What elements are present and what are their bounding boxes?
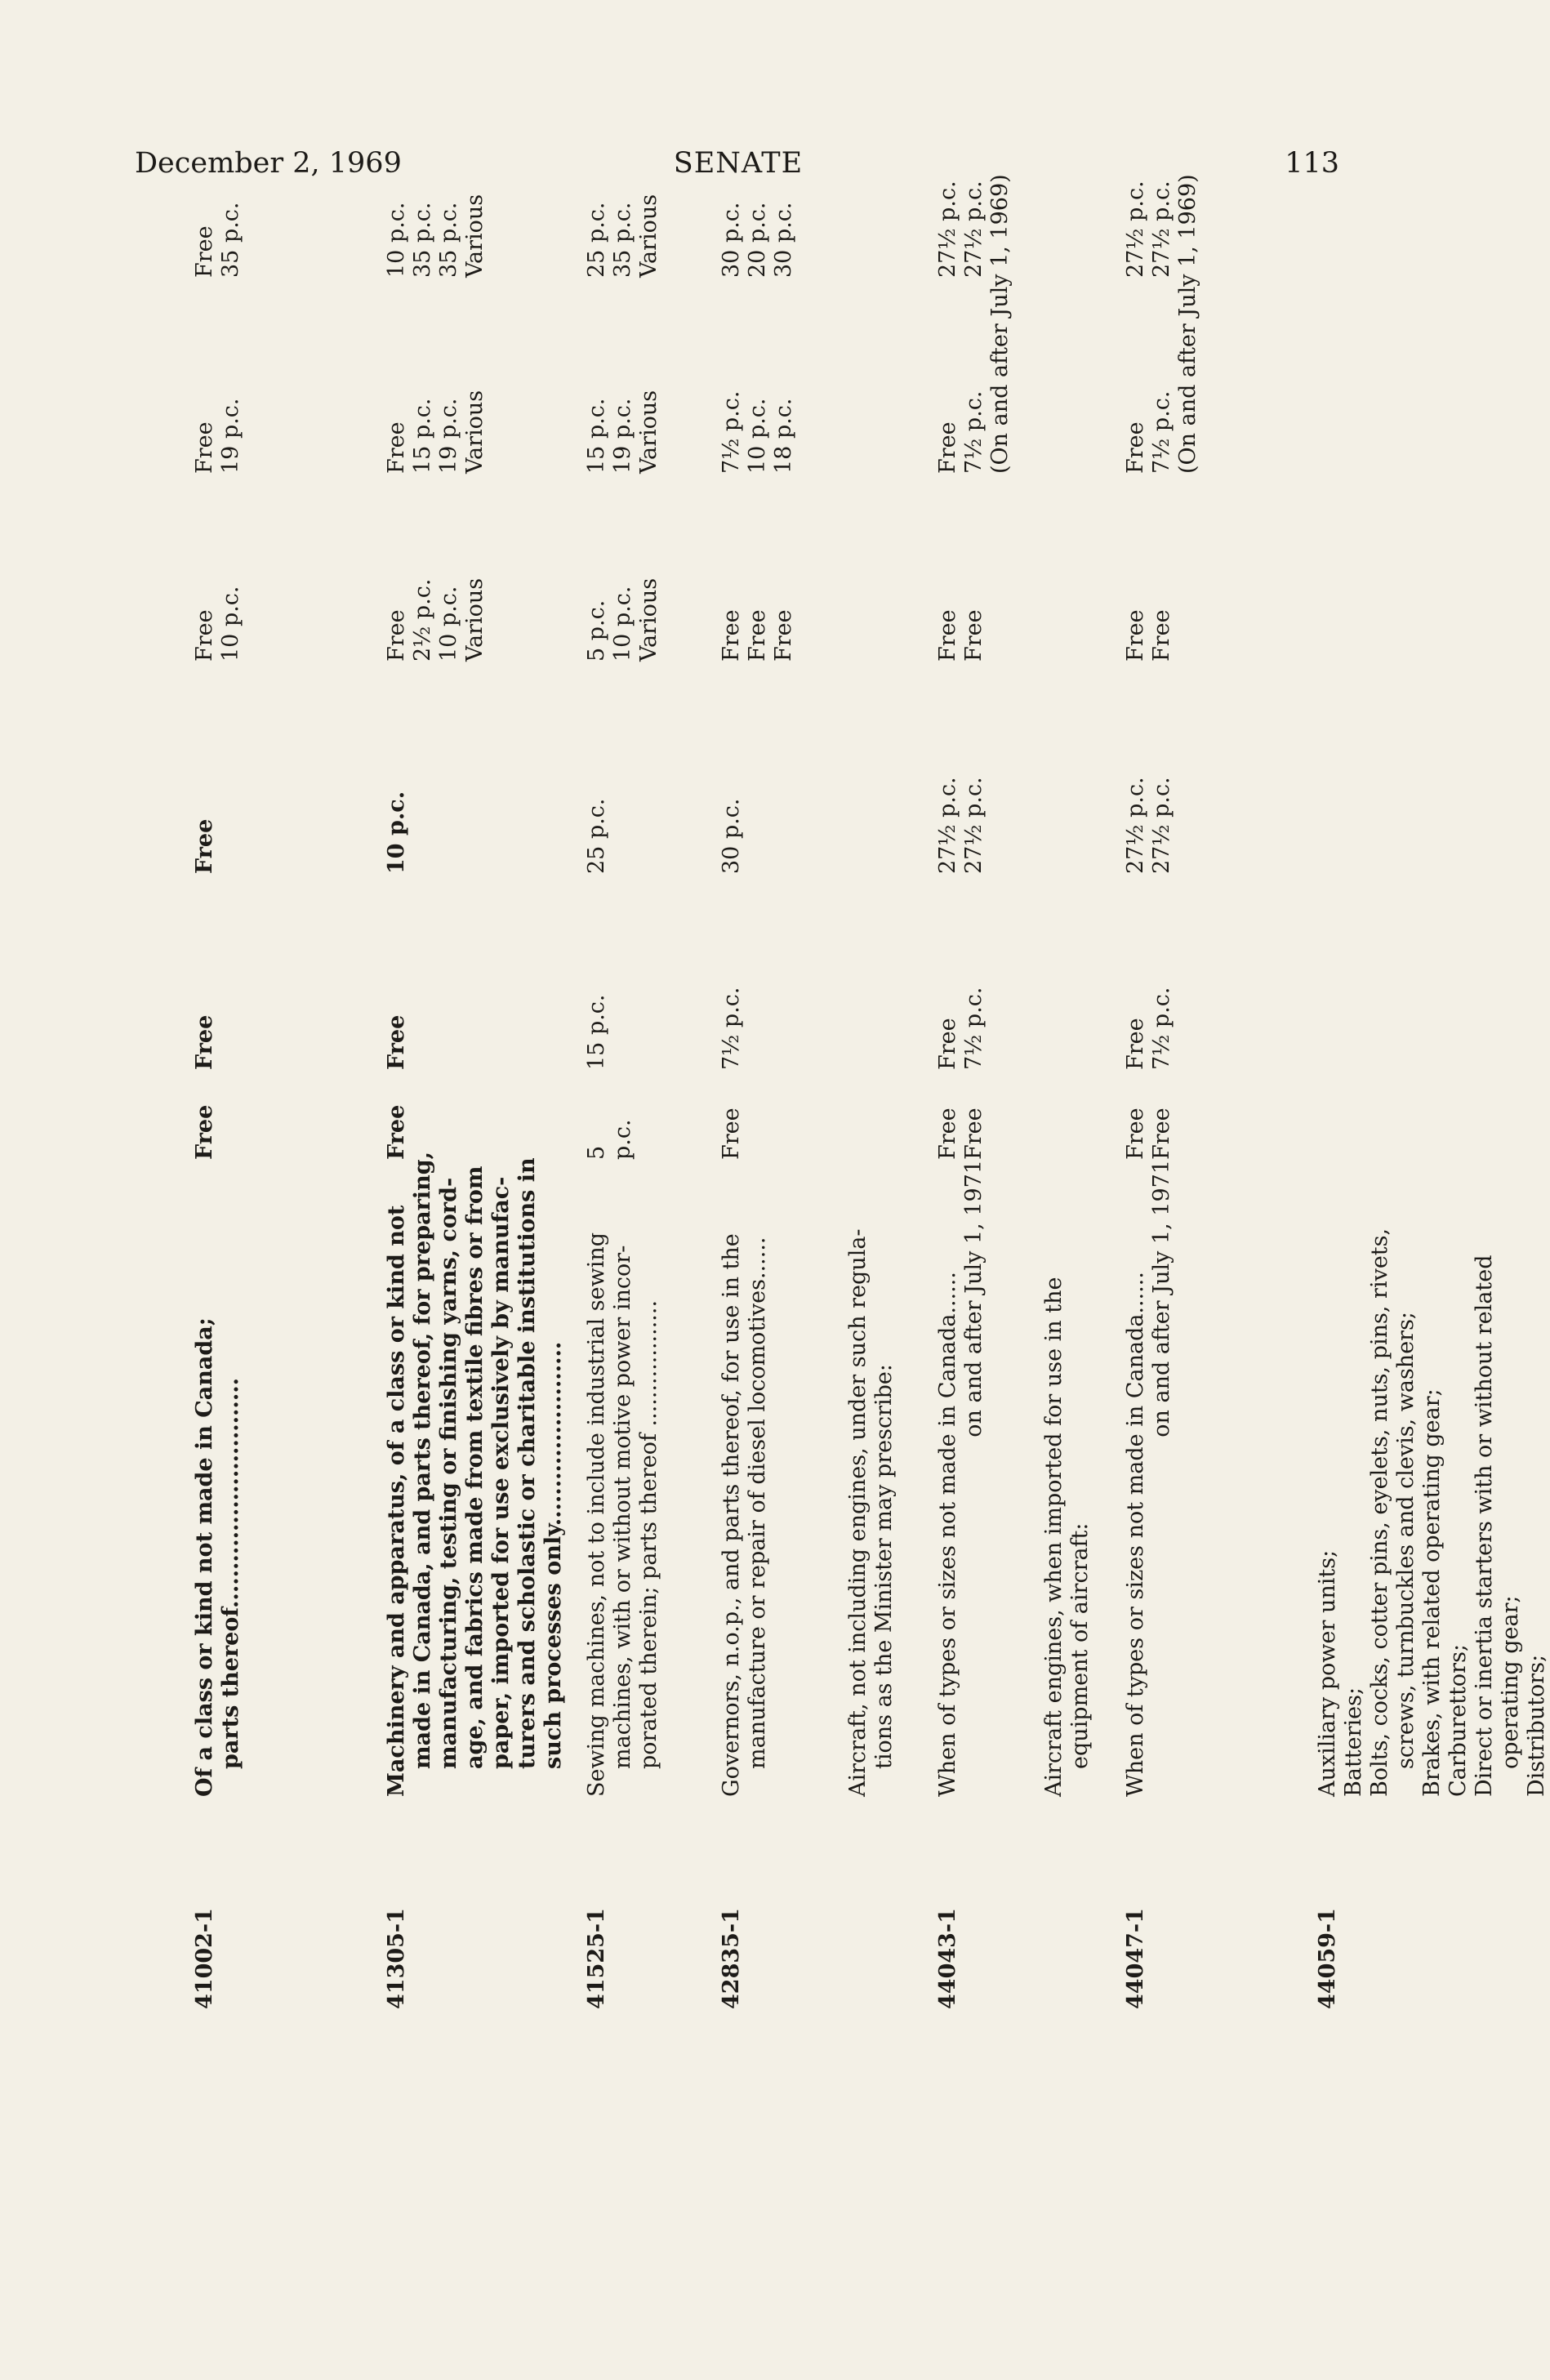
description-line: on and after July 1, 1971 <box>961 1160 987 1437</box>
rate-cell <box>1123 474 1175 662</box>
description-line: turers and scholastic or charitable institutions in <box>514 1157 540 1769</box>
rate-value: 27½ p.c. <box>961 181 987 278</box>
description-line: Direct or inertia starters with or without related <box>1472 1255 1497 1797</box>
rate-cell <box>192 90 244 278</box>
rate-cell <box>192 686 218 874</box>
rate-value: 25 p.c. <box>584 798 609 874</box>
rate-cell <box>384 686 410 874</box>
description-line: parts thereof.............................. <box>218 1377 243 1769</box>
rate-value: 25 p.c. <box>584 202 609 278</box>
rate-value: Free <box>384 1104 409 1160</box>
rate-value: Free <box>961 1108 987 1160</box>
rate-value: Free <box>719 1108 744 1160</box>
rate-value: Free <box>1149 609 1174 662</box>
rate-value: Free <box>192 1014 217 1070</box>
tariff-item-description <box>719 1160 771 1797</box>
rate-cell <box>1123 686 1175 874</box>
rate-value: Free <box>745 609 770 662</box>
description-line: operating gear; <box>1498 1595 1523 1769</box>
rate-value: Free <box>935 1108 960 1160</box>
rate-value: 15 p.c. <box>410 398 435 474</box>
rate-note: (On and after July 1, 1969) <box>987 174 1013 474</box>
rate-value: 7½ p.c. <box>719 987 744 1070</box>
rate-value: 10 p.c. <box>218 586 243 662</box>
tariff-item-code: 41305-1 <box>384 1908 409 2009</box>
rate-cell <box>719 1103 745 1160</box>
description-line: Of a class or kind not made in Canada; <box>192 1317 217 1797</box>
header-title: SENATE <box>673 147 804 180</box>
rate-value: 30 p.c. <box>719 202 744 278</box>
description-line: Bolts, cocks, cotter pins, eyelets, nuts, pins, rivets, <box>1367 1228 1392 1797</box>
description-line: Governors, n.o.p., and parts thereof, for use in the <box>719 1233 744 1797</box>
tariff-item-description <box>935 1160 987 1797</box>
rate-value: Free <box>719 609 744 662</box>
tariff-item-description <box>1315 1160 1550 1797</box>
rate-cell <box>935 1103 987 1160</box>
rate-value: 10 p.c. <box>610 586 635 662</box>
rate-value: 27½ p.c. <box>1149 777 1174 874</box>
rate-value: 5 p.c. <box>584 1119 635 1160</box>
description-line: equipment of aircraft: <box>1067 1522 1093 1769</box>
rate-value: 35 p.c. <box>436 202 461 278</box>
description-line: manufacture or repair of diesel locomotives...... <box>745 1237 770 1769</box>
description-line: Sewing machines, not to include industrial sewing <box>584 1232 609 1797</box>
rate-cell <box>192 474 244 662</box>
rate-cell <box>935 286 987 474</box>
description-line: Machinery and apparatus, of a class or kind not <box>384 1205 409 1797</box>
rate-cell <box>584 686 610 874</box>
rate-cell <box>1123 882 1175 1070</box>
rate-value: 27½ p.c. <box>935 181 960 278</box>
rate-value: Free <box>384 609 409 662</box>
rate-cell <box>719 286 797 474</box>
rate-value: 27½ p.c. <box>1149 181 1174 278</box>
header-date: December 2, 1969 <box>135 147 402 180</box>
rate-value: Various <box>636 390 661 474</box>
description-line: on and after July 1, 1971 <box>1149 1160 1174 1437</box>
tariff-item-description <box>192 1160 244 1797</box>
description-line: porated therein; parts thereof .................. <box>636 1299 661 1769</box>
rate-value: 35 p.c. <box>610 202 635 278</box>
rate-value: Free <box>935 1018 960 1070</box>
rate-value: 7½ p.c. <box>719 390 744 474</box>
tariff-item-description <box>584 1160 662 1797</box>
rate-value: 10 p.c. <box>384 791 409 874</box>
rate-value: 7½ p.c. <box>961 390 987 474</box>
description-line: Aircraft engines, when imported for use in the <box>1041 1277 1067 1797</box>
rate-value: 30 p.c. <box>771 202 796 278</box>
rate-value: Free <box>384 421 409 474</box>
rate-value: 19 p.c. <box>610 398 635 474</box>
rate-cell <box>384 1103 410 1160</box>
rate-value: 10 p.c. <box>436 586 461 662</box>
rate-value: 30 p.c. <box>719 798 744 874</box>
rate-value: Free <box>192 609 217 662</box>
tariff-table <box>114 174 1549 2009</box>
description-line: When of types or sizes not made in Canada...... <box>935 1272 960 1797</box>
description-line: Aircraft, not including engines, under such regula- <box>845 1228 871 1797</box>
rate-value: 19 p.c. <box>436 398 461 474</box>
description-line: Distributors; <box>1524 1654 1549 1797</box>
rate-value: Free <box>192 225 217 278</box>
tariff-item-code: 41002-1 <box>192 1908 217 2009</box>
rate-value: 27½ p.c. <box>935 777 960 874</box>
description-line: screws, turnbuckles and clevis, washers; <box>1393 1311 1419 1769</box>
rate-cell <box>1123 90 1175 278</box>
rate-value: 7½ p.c. <box>961 987 987 1070</box>
rate-cell <box>384 90 488 278</box>
page-number: 113 <box>1285 147 1339 180</box>
rate-value: Free <box>1123 1018 1148 1070</box>
rate-value: Free <box>935 609 960 662</box>
rate-value: Free <box>771 609 796 662</box>
rate-value: Free <box>192 818 217 874</box>
rate-value: 5 p.c. <box>584 599 609 662</box>
tariff-item-code: 41525-1 <box>584 1908 609 2009</box>
tariff-item-code: 44047-1 <box>1123 1908 1148 2009</box>
rate-cell <box>935 882 987 1070</box>
rate-cell <box>384 474 488 662</box>
rate-cell <box>719 882 745 1070</box>
rate-value: 27½ p.c. <box>1123 181 1148 278</box>
tariff-item-description <box>1123 1160 1175 1797</box>
tariff-item-code: 44059-1 <box>1315 1908 1340 2009</box>
rate-value: 35 p.c. <box>410 202 435 278</box>
rate-value: 27½ p.c. <box>1123 777 1148 874</box>
rate-value: Free <box>935 421 960 474</box>
rate-cell <box>935 90 987 278</box>
description-line: Auxiliary power units; <box>1315 1549 1340 1797</box>
rate-cell <box>584 882 610 1070</box>
description-line: Brakes, with related operating gear; <box>1419 1388 1445 1797</box>
description-line: tions as the Minister may prescribe: <box>871 1364 897 1769</box>
tariff-item-description <box>384 1152 567 1797</box>
description-line: Carburettors; <box>1445 1643 1471 1797</box>
rate-value: Various <box>636 194 661 278</box>
rate-cell <box>1123 286 1175 474</box>
rate-value: 15 p.c. <box>584 398 609 474</box>
tariff-item-description <box>1041 1160 1093 1797</box>
rate-value: Free <box>1123 609 1148 662</box>
tariff-item-code: 42835-1 <box>719 1908 744 2009</box>
rate-cell <box>584 286 662 474</box>
rate-value: Various <box>462 577 488 662</box>
rate-value: 19 p.c. <box>218 398 243 474</box>
rate-cell <box>584 90 662 278</box>
rate-cell <box>192 882 218 1070</box>
rate-value: Various <box>462 390 488 474</box>
rate-cell <box>719 686 745 874</box>
rate-value: Free <box>961 609 987 662</box>
rate-value: 7½ p.c. <box>1149 987 1174 1070</box>
rate-cell <box>719 90 797 278</box>
rate-value: Various <box>636 577 661 662</box>
description-line: made in Canada, and parts thereof, for preparing, <box>410 1152 435 1769</box>
description-line: When of types or sizes not made in Canada...... <box>1123 1272 1148 1797</box>
rate-value: Free <box>192 421 217 474</box>
rate-value: Free <box>384 1014 409 1070</box>
rate-cell <box>1123 1103 1175 1160</box>
rate-value: 20 p.c. <box>745 202 770 278</box>
rate-note: (On and after July 1, 1969) <box>1175 174 1200 474</box>
rate-cell <box>935 686 987 874</box>
rate-value: 2½ p.c. <box>410 578 435 662</box>
rate-cell <box>192 1103 218 1160</box>
rate-value: 10 p.c. <box>745 398 770 474</box>
description-line: such processes only........................ <box>541 1341 566 1769</box>
description-line: Batteries; <box>1341 1687 1366 1797</box>
rate-value: 18 p.c. <box>771 398 796 474</box>
rate-value: 27½ p.c. <box>961 777 987 874</box>
description-line: manufacturing, testing or finishing yarns, cord- <box>436 1177 461 1769</box>
rate-value: 7½ p.c. <box>1149 390 1174 474</box>
rate-cell <box>935 474 987 662</box>
rate-value: Free <box>192 1104 217 1160</box>
description-line: paper, imported for use exclusively by manufac- <box>488 1176 514 1769</box>
rate-value: Free <box>1149 1108 1174 1160</box>
rate-value: Free <box>1123 1108 1148 1160</box>
rate-cell <box>384 882 410 1070</box>
rate-cell <box>719 474 797 662</box>
tariff-item-description <box>845 1160 897 1797</box>
rate-value: Various <box>462 194 488 278</box>
rate-value: 15 p.c. <box>584 994 609 1070</box>
description-line: age, and fabrics made from textile fibres or from <box>462 1165 488 1769</box>
rate-cell <box>384 286 488 474</box>
rate-cell <box>584 474 662 662</box>
description-line: machines, with or without motive power incor- <box>610 1245 635 1769</box>
rate-value: 35 p.c. <box>218 202 243 278</box>
rate-value: 10 p.c. <box>384 202 409 278</box>
rate-cell <box>584 1103 636 1160</box>
rate-cell <box>192 286 244 474</box>
tariff-item-code: 44043-1 <box>935 1908 960 2009</box>
rate-value: Free <box>1123 421 1148 474</box>
